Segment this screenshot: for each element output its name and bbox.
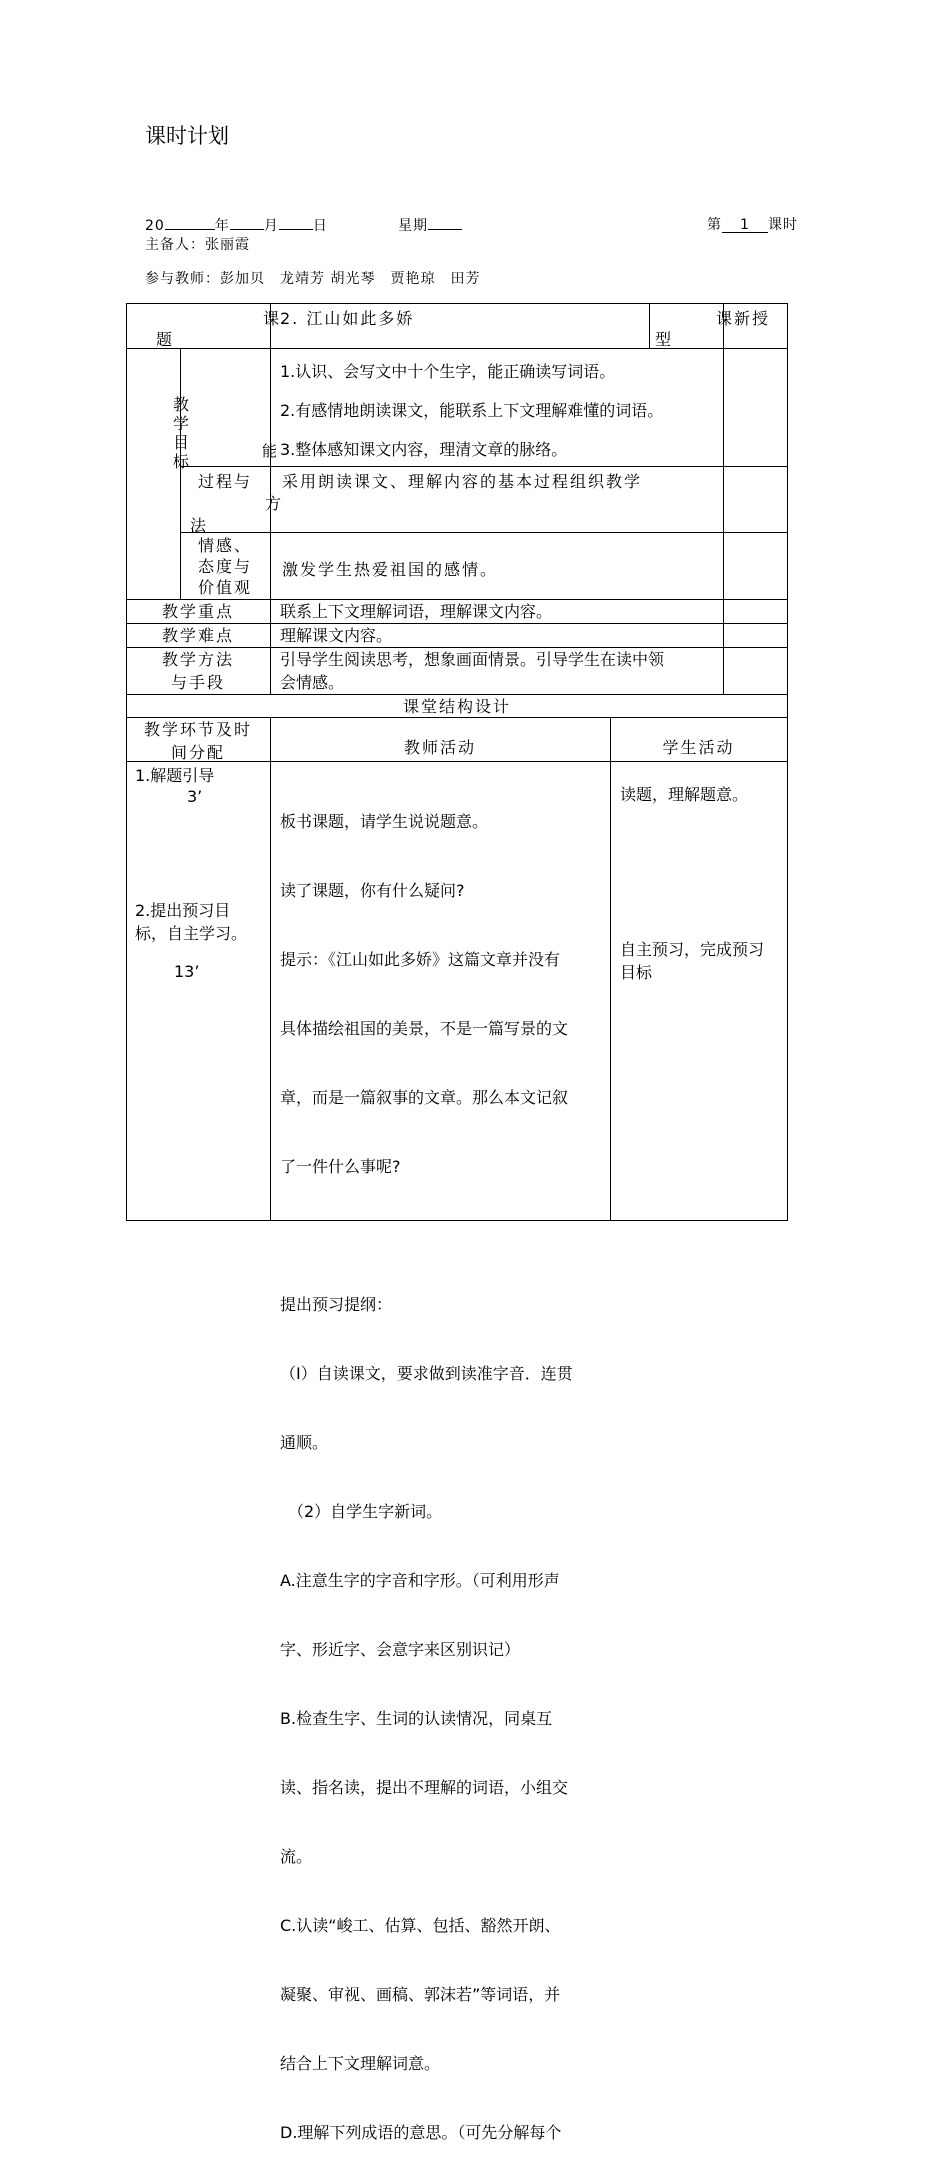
col1-header [126, 718, 270, 764]
col-line [723, 303, 724, 694]
process-label-2: 方 [265, 494, 284, 513]
period-line [707, 214, 798, 234]
method-label-line: 教学方法 [161, 650, 234, 669]
teacher-line: （I）自读课文，要求做到读准字音．连贯 [280, 1364, 573, 1383]
month-suffix: 月 [263, 218, 279, 234]
year-prefix: 20 [145, 218, 165, 234]
weekday-blank [428, 214, 462, 230]
method-label [126, 648, 270, 694]
teacher-line: 了一件什么事呢? [280, 1157, 401, 1176]
teacher-line: 结合上下文理解词意。 [280, 2054, 441, 2073]
step-1-time: 3’ [187, 787, 203, 806]
student-activity-1: 读题，理解题意。 [620, 785, 749, 804]
teacher-line: 字、形近字、会意字来区别识记） [280, 1640, 521, 1659]
day-blank [279, 214, 313, 230]
goals-label-char: 标 [173, 452, 192, 471]
col-line [649, 303, 650, 348]
teacher-line [280, 1224, 573, 1247]
teacher-line: （2）自学生字新词。 [280, 1502, 443, 1521]
topic-label-2: 题 [156, 330, 175, 349]
step-2-name-2: 标，自主学习。 [135, 924, 248, 943]
col-line [180, 348, 181, 599]
difficulty-label: 教学难点 [161, 626, 234, 645]
teacher-line: 提示：《江山如此多娇》这篇文章并没有 [280, 950, 561, 969]
col2-header: 教师活动 [403, 738, 476, 757]
step-2-time: 13’ [174, 962, 200, 981]
knowledge-item: 1.认识、会写文中十个生字，能正确读写词语。 [280, 362, 616, 381]
method-text-line: 会情感。 [280, 673, 345, 692]
method-text-line: 引导学生阅读思考，想象画面情景。引导学生在读中领 [280, 650, 665, 669]
day-suffix: 日 [312, 218, 328, 234]
student-activity-line: 目标 [620, 963, 653, 982]
teacher-line: 读了课题，你有什么疑问? [280, 881, 465, 900]
goals-label-char: 目 [173, 433, 192, 452]
method-label-line: 与手段 [170, 673, 225, 692]
process-label-3: 法 [190, 516, 209, 535]
emotion-label-line: 情感、 [198, 536, 253, 555]
process-text: 采用朗读课文、理解内容的基本过程组织教学 [282, 472, 643, 491]
teacher-line: 板书课题，请学生说说题意。 [280, 812, 489, 831]
teacher-line: D.理解下列成语的意思。（可先分解每个 [280, 2123, 562, 2142]
col-line [610, 717, 611, 1220]
month-blank [230, 214, 264, 230]
col3-header: 学生活动 [662, 738, 735, 757]
emotion-text: 激发学生热爱祖国的感情。 [282, 560, 499, 579]
weekday-label: 星期 [398, 218, 428, 234]
student-activity-2 [620, 938, 764, 984]
type-label-1: 课 [716, 309, 735, 328]
goals-label [173, 395, 193, 471]
teacher-line: C.认读“峻工、估算、包括、豁然开朗、 [280, 1916, 561, 1935]
key-point-label: 教学重点 [161, 602, 234, 621]
teacher-line: 流。 [280, 1847, 313, 1866]
teacher-line: 具体描绘祖国的美景，不是一篇写景的文 [280, 1019, 569, 1038]
teacher-activities [280, 764, 573, 2167]
goals-label-char: 教 [173, 395, 192, 414]
page-title: 课时计划 [145, 124, 229, 148]
structure-title: 课堂结构设计 [402, 697, 511, 716]
teacher-line: 章，而是一篇叙事的文章。那么本文记叙 [280, 1088, 569, 1107]
knowledge-label: 能 [262, 442, 278, 460]
goals-label-char: 学 [173, 414, 192, 433]
teacher-line: 提出预习提纲： [280, 1295, 393, 1314]
preparer: 主备人：张丽霞 [145, 237, 250, 253]
col1-header-line: 教学环节及时 [143, 720, 252, 739]
knowledge-item: 3.整体感知课文内容，理清文章的脉络。 [280, 440, 568, 459]
row-line [126, 348, 788, 349]
method-text [280, 648, 664, 694]
teacher-line: A.注意生字的字音和字形。（可利用形声 [280, 1571, 560, 1590]
teacher-line: 凝聚、审视、画稿、郭沫若”等词语，并 [280, 1985, 561, 2004]
period-prefix: 第 [707, 217, 722, 233]
col-line [270, 717, 271, 1220]
teacher-line: B.检查生字、生词的认读情况，同桌互 [280, 1709, 553, 1728]
teacher-line: 读、指名读，提出不理解的词语，小组交 [280, 1778, 569, 1797]
participants: 参与教师：彭加贝 龙靖芳 胡光琴 贾艳琼 田芳 [145, 271, 481, 287]
process-label-1: 过程与 [198, 472, 253, 491]
topic-value: 2. 江山如此多娇 [280, 309, 415, 328]
student-activity-line: 自主预习，完成预习 [620, 940, 765, 959]
period-suffix: 课时 [768, 217, 798, 233]
knowledge-items [280, 352, 663, 469]
year-suffix: 年 [214, 218, 230, 234]
col1-header-line: 间分配 [170, 743, 225, 762]
topic-label-1: 课 [263, 309, 282, 328]
type-label-2: 型 [655, 330, 674, 349]
weekday-line [398, 214, 462, 235]
year-blank [165, 214, 215, 230]
type-value: 新授 [734, 309, 771, 328]
step-1-name: 1.解题引导 [135, 766, 215, 785]
key-point-text: 联系上下文理解词语，理解课文内容。 [280, 602, 553, 621]
table-border [126, 303, 788, 304]
emotion-label-line: 价值观 [198, 578, 253, 597]
teacher-line: 通顺。 [280, 1433, 329, 1452]
emotion-label-line: 态度与 [198, 557, 253, 576]
period-value: 1 [722, 217, 768, 233]
row-line [180, 532, 788, 533]
step-2-name-1: 2.提出预习目 [135, 901, 231, 920]
knowledge-item: 2.有感情地朗读课文，能联系上下文理解难懂的词语。 [280, 401, 664, 420]
date-line [145, 214, 328, 235]
difficulty-text: 理解课文内容。 [280, 626, 393, 645]
emotion-label [198, 535, 252, 598]
